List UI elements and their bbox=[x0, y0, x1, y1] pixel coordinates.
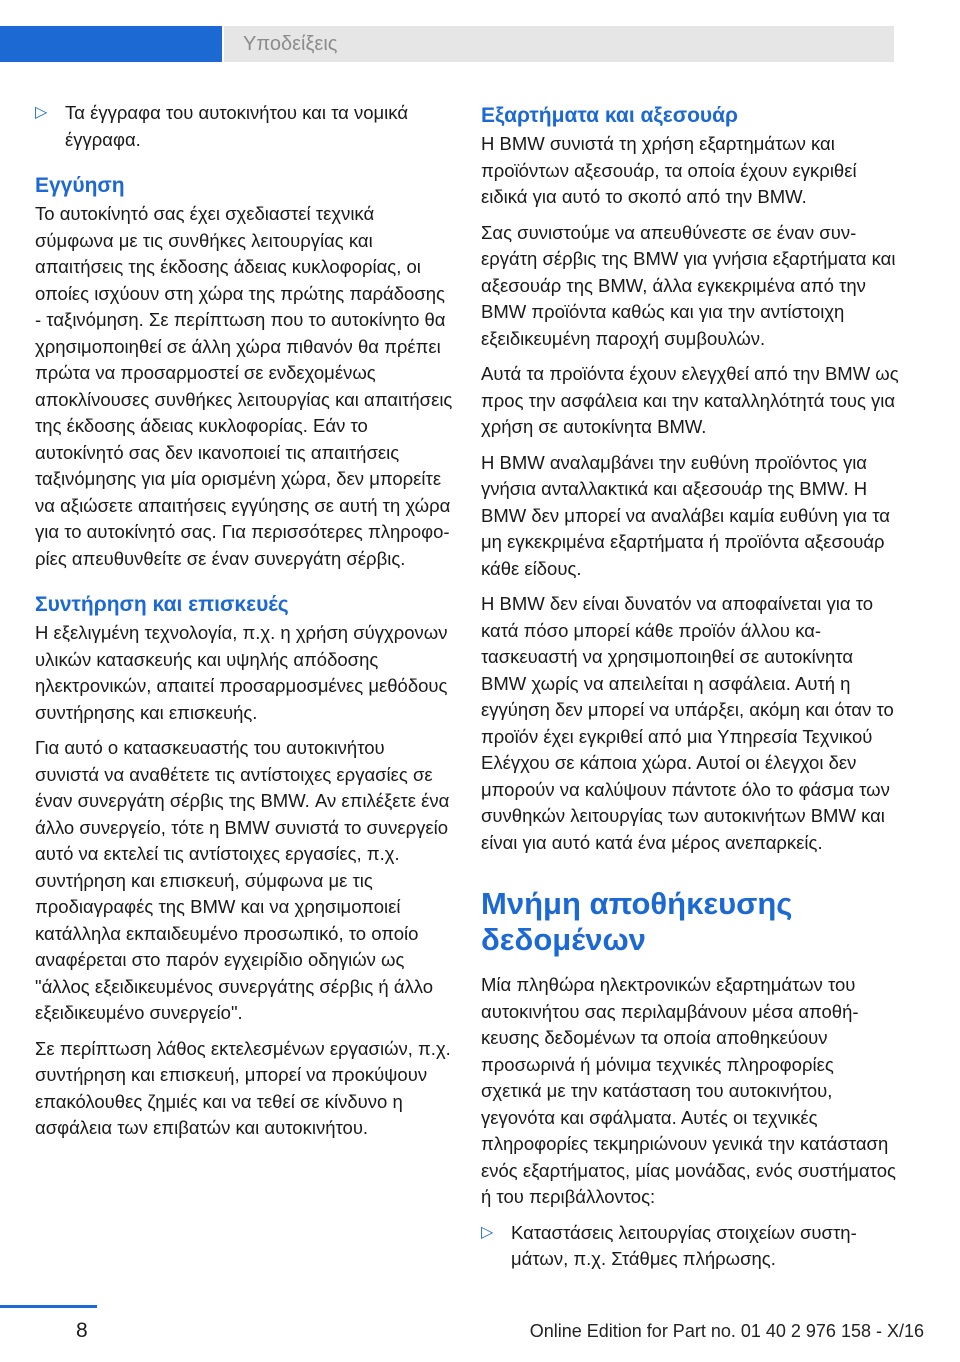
triangle-bullet-icon: ▷ bbox=[481, 1223, 494, 1241]
service-paragraph: Σε περίπτωση λάθος εκτελεσμένων εργασιών, π.χ. συντήρηση και επισκευή, μπορεί να προκύψουν επακόλουθες ζημιές και να τεθεί σε κίνδυνο η ασφάλεια των επιβατών και αυτοκινήτου. bbox=[35, 1037, 451, 1138]
service-paragraph: Για αυτό ο κατασκευαστής του αυτοκινήτου συνιστά να αναθέτετε τις αντίστοιχες εργασίες σε έναν συνεργάτη σέρβις της BMW. Αν επιλέξετε ένα άλλο συνεργείο, τότε η BMW συνιστά το συνεργείο αυτό να εκτελεί τις αντίστοιχες εργασίες, π.χ. συντήρηση και επισκευή, σύμφωνα με τις προδιαγραφές της BMW και να χρησιμοποιεί κατάλληλα εκπαιδευμένο προσωπικό, το οποίο αναφέρεται στο παρόν εγχειρίδιο οδηγιών ως "άλλος εξειδικευμένος συνεργάτης σέρβις ή άλλο εξειδικευμένο συνεργείο". bbox=[35, 737, 450, 1023]
parts-paragraph: Η BMW αναλαμβάνει την ευθύνη προϊόντος για γνήσια ανταλλακτικά και αξεσουάρ της BMW. Η BMW δεν μπορεί να αναλάβει καμία ευθύνη για τα μη εγκεκριμένα εξαρτήματα ή προϊόντα αξεσουάρ κάθε είδους. bbox=[481, 451, 890, 579]
left-column bbox=[35, 100, 453, 1151]
parts-paragraph: Η BMW συνιστά τη χρήση εξαρτημάτων και προϊόντων αξεσουάρ, τα οποία έχουν εγκριθεί ειδικά για αυτό το σκοπό από την BMW. bbox=[481, 133, 857, 207]
list-item-text: Τα έγγραφα του αυτοκινήτου και τα νομικά έγγραφα. bbox=[65, 102, 409, 150]
list-item-text: Καταστάσεις λειτουργίας στοιχείων συστημάτων, π.χ. Στάθμες πλήρωσης. bbox=[511, 1221, 857, 1269]
section-title: Υποδείξεις bbox=[243, 33, 338, 55]
footer-accent-rule bbox=[0, 1305, 97, 1308]
page-number: 8 bbox=[76, 1319, 88, 1342]
parts-paragraph: Αυτά τα προϊόντα έχουν ελεγχθεί από την BMW ως προς την ασφάλεια και την καταλληλότητά τους για χρήση σε αυτοκίνητα BMW. bbox=[481, 363, 899, 437]
list-item bbox=[481, 1220, 899, 1273]
edition-note: Online Edition for Part no. 01 40 2 976 158 - X/16 bbox=[529, 1321, 924, 1341]
service-heading: Συντήρηση και επισκευές bbox=[35, 593, 289, 616]
warranty-heading: Εγγύηση bbox=[35, 174, 125, 197]
parts-paragraph: Σας συνιστούμε να απευθύνεστε σε έναν συνεργάτη σέρβις της BMW για γνήσια εξαρτήματα και αξεσουάρ της BMW, άλλα εγκεκριμένα από την BMW προϊόντα καθώς και για την αντίστοιχη εξειδικευμένη παροχή συμβουλών. bbox=[481, 221, 896, 349]
list-item bbox=[35, 100, 453, 153]
memory-paragraph: Μία πληθώρα ηλεκτρονικών εξαρτημάτων του αυτοκινήτου σας περιλαμβάνουν μέσα αποθήκευσης δεδομένων τα οποία αποθηκεύουν προσωρινά ή μόνιμα τεχνικές πληροφορίες σχετικά με την κατάσταση του αυτοκινήτου, γεγονότα και σφάλματα. Αυτές οι τεχνικές πληροφορίες τεκμηριώνουν γενικά την κατάσταση ενός εξαρτήματος, μίας μονάδας, ενός συστήματος ή του περιβάλλοντος: bbox=[481, 974, 896, 1207]
header-accent-bar bbox=[0, 26, 222, 62]
parts-heading: Εξαρτήματα και αξεσουάρ bbox=[481, 104, 739, 127]
service-paragraph: Η εξελιγμένη τεχνολογία, π.χ. η χρήση σύγχρονων υλικών κατασκευής και υψηλής απόδοσης ηλεκτρονικών, απαιτεί προσαρμοσμένες μεθόδους συντήρησης και επισκευής. bbox=[35, 622, 448, 723]
warranty-paragraph: Το αυτοκίνητό σας έχει σχεδιαστεί τεχνικά σύμφωνα με τις συνθήκες λειτουργίας και απαιτήσεις της έκδοσης άδειας κυκλοφορίας, οι οποίες ισχύουν στη χώρα της πρώτης παράδοσης - ταξινόμηση. Σε περίπτωση που το αυτοκίνητο θα χρησιμοποιηθεί σε άλλη χώρα πιθανόν θα πρέπει πρώτα να προσαρμοστεί σε ενδεχομένως αποκλίνουσες συνθήκες λειτουργίας και απαιτήσεις της έκδοσης άδειας κυκλοφορίας. Εάν το αυτοκίνητό σας δεν ικανοποιεί τις απαιτήσεις ταξινόμησης για μία ορισμένη χώρα, δεν μπορείτε να αξιώσετε απαιτήσεις εγγύησης σε αυτή τη χώρα για το αυτοκίνητό σας. Για περισσότερες πληροφορίες απευθυνθείτε σε έναν συνεργάτη σέρβις. bbox=[35, 203, 453, 569]
right-column bbox=[481, 100, 899, 1279]
parts-paragraph: Η BMW δεν είναι δυνατόν να αποφαίνεται για το κατά πόσο μπορεί κάθε προϊόν άλλου κατασκευαστή να χρησιμοποιηθεί σε αυτοκίνητα BMW χωρίς να απειλείται η ασφάλεια. Αυτή η εγγύηση δεν μπορεί να υπάρξει, ακόμη και όταν το προϊόν έχει εγκριθεί από μια Υπηρεσία Τεχνικού Ελέγχου σε κάποια χώρα. Αυτοί οι έλεγχοι δεν μπορούν να καλύψουν πάντοτε όλο το φάσμα των συνθηκών λειτουργίας των αυτοκινήτων BMW και είναι για αυτό κατά ένα μέρος ανεπαρκείς. bbox=[481, 593, 894, 853]
triangle-bullet-icon: ▷ bbox=[35, 104, 48, 121]
memory-heading: Μνήμη αποθήκευσης δεδομένων bbox=[481, 886, 793, 957]
